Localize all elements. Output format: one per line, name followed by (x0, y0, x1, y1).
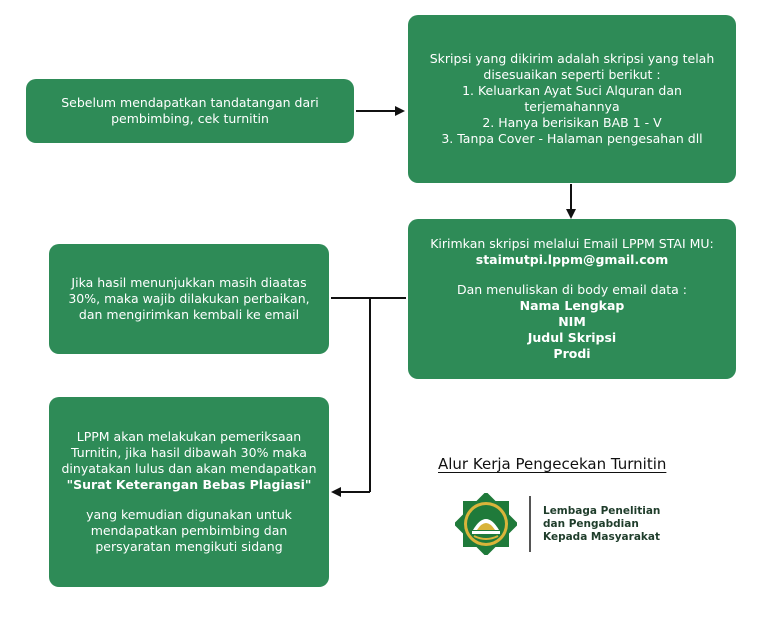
box-result-letter (49, 397, 329, 587)
result-outro: yang kemudian digunakan untuk mendapatkan pembimbing dan persyaratan mengikuti sidang (86, 507, 292, 554)
requirements-intro: Skripsi yang dikirim adalah skripsi yang telah disesuaikan seperti berikut : (429, 51, 715, 82)
box-requirements (408, 15, 736, 183)
box-revision (49, 244, 329, 354)
institution-emblem-icon (455, 493, 517, 555)
field-nim: NIM (558, 314, 586, 329)
box-revision-text: Jika hasil menunjukkan masih diaatas 30%, maka wajib dilakukan perbaikan, dan mengirimkan kembali ke email (68, 275, 310, 322)
institution-logo (455, 493, 695, 555)
logo-divider (529, 496, 531, 552)
send-email-instruction: Kirimkan skripsi melalui Email LPPM STAI MU: (430, 236, 714, 251)
email-address[interactable]: staimutpi.lppm@gmail.com (475, 252, 669, 267)
logo-line: Lembaga Penelitian (543, 505, 661, 517)
box-send-email (408, 219, 736, 379)
field-prodi: Prodi (553, 346, 591, 361)
box-check-turnitin (26, 79, 354, 143)
letter-title: "Surat Keterangan Bebas Plagiasi" (66, 477, 312, 492)
logo-line: Kepada Masyarakat (543, 531, 660, 543)
field-nama-lengkap: Nama Lengkap (519, 298, 625, 313)
requirements-item: 2. Hanya berisikan BAB 1 - V (482, 115, 662, 130)
requirements-item: 3. Tanpa Cover - Halaman pengesahan dll (441, 131, 703, 146)
field-judul-skripsi: Judul Skripsi (527, 330, 617, 345)
requirements-item: 1. Keluarkan Ayat Suci Alquran dan terjemahannya (462, 83, 682, 114)
requirements-list (420, 83, 724, 147)
email-body-instruction: Dan menuliskan di body email data : (457, 282, 687, 297)
box-check-turnitin-text: Sebelum mendapatkan tandatangan dari pembimbing, cek turnitin (61, 95, 319, 126)
result-intro: LPPM akan melakukan pemeriksaan Turnitin, jika hasil dibawah 30% maka dinyatakan lulus dan akan mendapatkan (61, 429, 317, 476)
diagram-caption: Alur Kerja Pengecekan Turnitin (438, 455, 667, 473)
logo-text (543, 505, 660, 544)
logo-line: dan Pengabdian (543, 518, 639, 530)
